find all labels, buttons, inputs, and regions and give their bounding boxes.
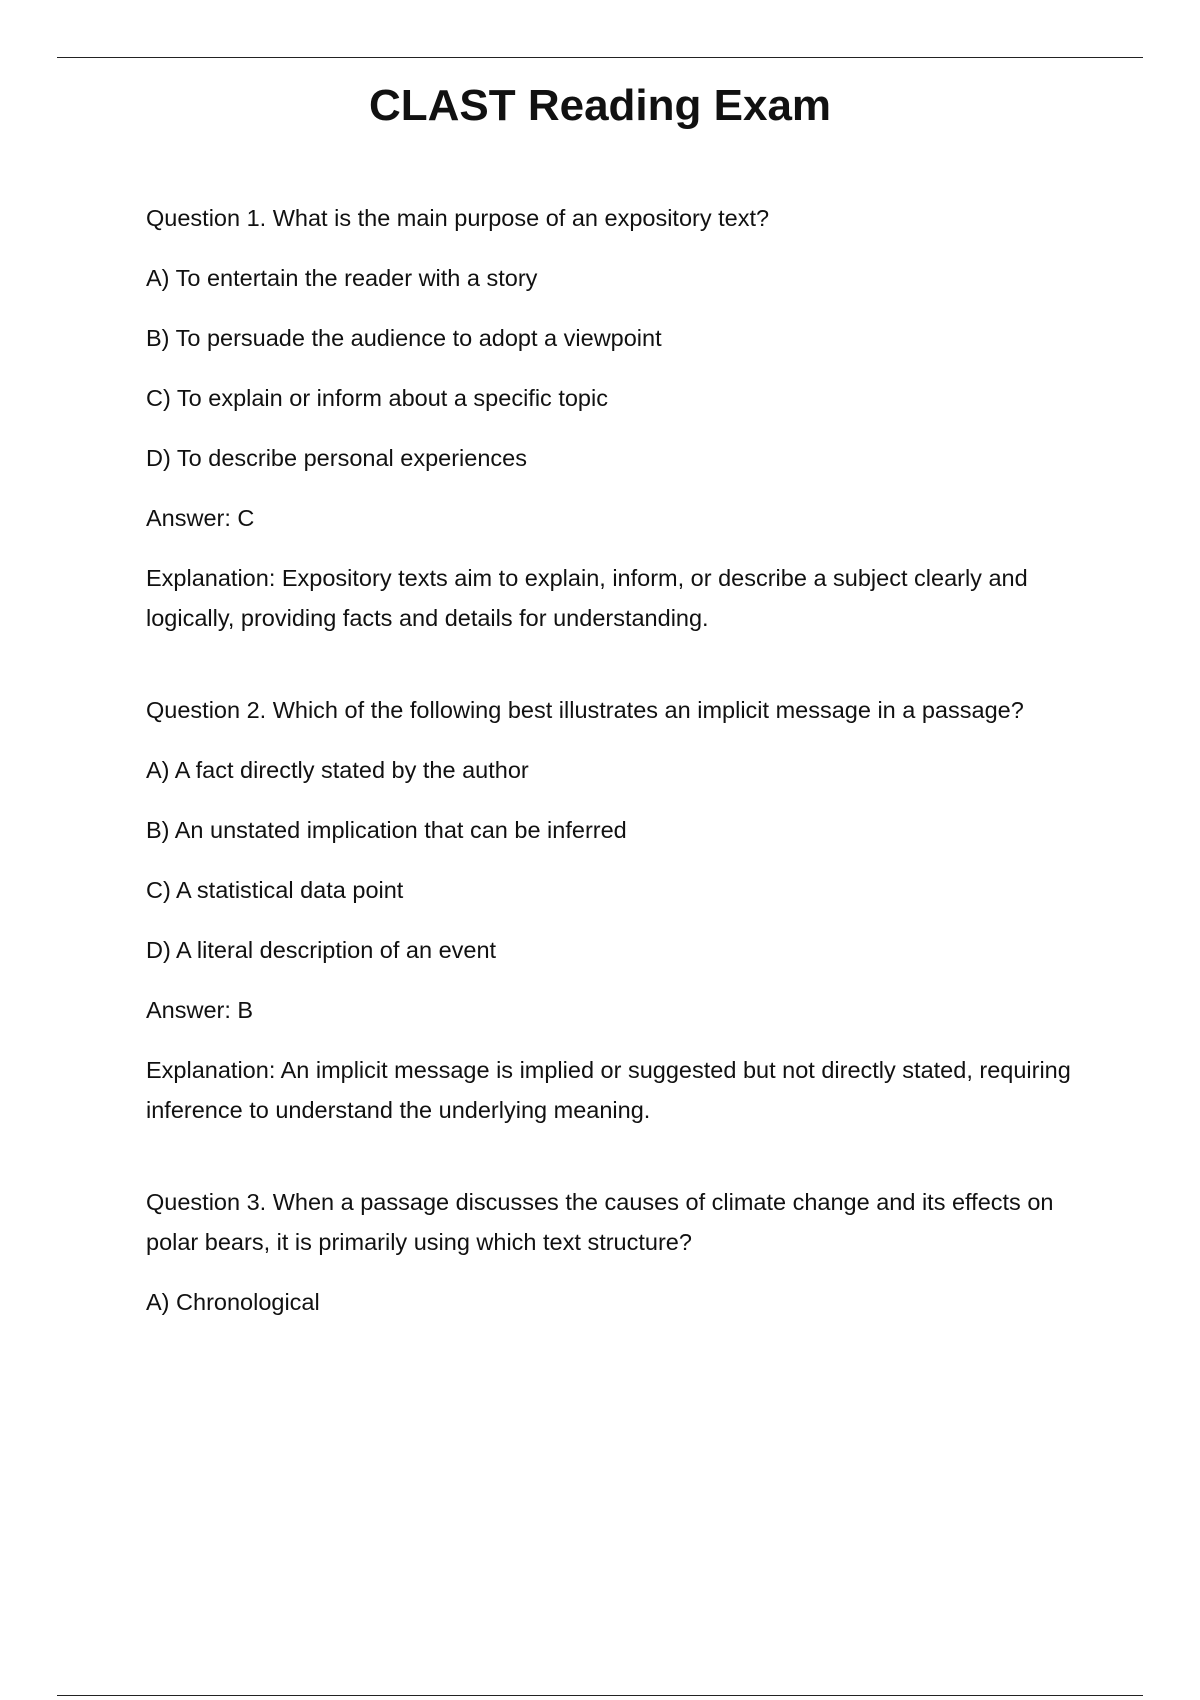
top-rule	[57, 57, 1143, 58]
document-body	[146, 198, 1106, 1342]
question-1-option-d: D) To describe personal experiences	[146, 445, 527, 471]
question-2-text: Question 2. Which of the following best illustrates an implicit message in a passage?	[146, 697, 1024, 723]
bottom-rule	[57, 1695, 1143, 1696]
question-3-option-a: A) Chronological	[146, 1289, 320, 1315]
document-title: CLAST Reading Exam	[368, 81, 832, 130]
question-1-explanation: Explanation: Expository texts aim to explain, inform, or describe a subject clearly and logically, providing facts and details for understanding.	[146, 565, 1028, 631]
question-1-text: Question 1. What is the main purpose of an expository text?	[146, 205, 770, 231]
question-2	[146, 690, 1106, 1130]
question-1-answer: Answer: C	[146, 505, 255, 531]
question-1	[146, 198, 1106, 638]
question-1-option-a: A) To entertain the reader with a story	[146, 265, 538, 291]
question-1-option-c: C) To explain or inform about a specific topic	[146, 385, 608, 411]
question-2-answer: Answer: B	[146, 997, 254, 1023]
question-2-option-d: D) A literal description of an event	[146, 937, 497, 963]
question-2-explanation: Explanation: An implicit message is implied or suggested but not directly stated, requiring inference to understand the underlying meaning.	[146, 1057, 1071, 1123]
question-2-option-c: C) A statistical data point	[146, 877, 404, 903]
question-3	[146, 1182, 1106, 1322]
question-2-option-a: A) A fact directly stated by the author	[146, 757, 529, 783]
question-2-option-b: B) An unstated implication that can be inferred	[146, 817, 627, 843]
question-3-text: Question 3. When a passage discusses the causes of climate change and its effects on polar bears, it is primarily using which text structure?	[146, 1189, 1054, 1255]
question-1-option-b: B) To persuade the audience to adopt a viewpoint	[146, 325, 662, 351]
